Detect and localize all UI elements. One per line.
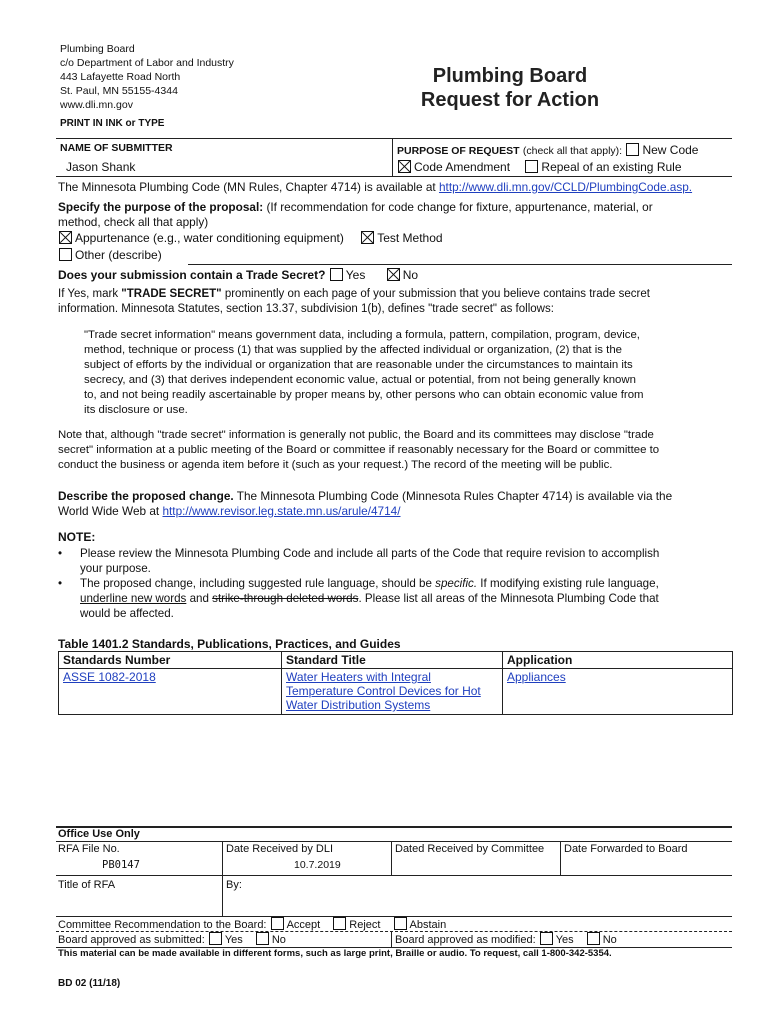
specify-text: (If recommendation for code change for fixture, appurtenance, material, or (266, 200, 653, 214)
specify-heading: Specify the purpose of the proposal: (58, 200, 264, 214)
note-line: Note that, although "trade secret" information is generally not public, the Board and its committees may disclose "trade (58, 429, 654, 441)
trade-secret-note (58, 428, 748, 473)
standards-table (58, 651, 733, 715)
approved-modified-row (395, 932, 617, 946)
col-header: Standards Number (59, 652, 282, 669)
note-heading: NOTE: (58, 530, 96, 544)
no-label: No (271, 934, 286, 946)
committee-rec-label: Committee Recommendation to the Board: (58, 919, 267, 931)
code-amendment-checkbox[interactable] (398, 160, 411, 173)
standard-title-line[interactable]: Water Heaters with Integral (286, 670, 431, 684)
divider (560, 841, 561, 875)
bullet-text: Please review the Minnesota Plumbing Code and include all parts of the Code that require revision to accomplish (80, 547, 660, 560)
plumbing-code-link[interactable]: http://www.dli.mn.gov/CCLD/PlumbingCode.asp. (438, 180, 693, 194)
by-label: By: (226, 879, 242, 891)
submitter-label: NAME OF SUBMITTER (60, 142, 173, 154)
approved-submitted-row (58, 932, 286, 946)
other-option-row (58, 248, 162, 262)
note-bullet-2 (58, 576, 748, 621)
bullet-text: your purpose. (80, 562, 151, 575)
divider (56, 138, 732, 139)
describe-heading: Describe the proposed change. (58, 489, 234, 503)
purpose-hint: (check all that apply): (522, 145, 623, 157)
standards-number-cell[interactable] (59, 669, 282, 715)
note-bullet-1 (58, 546, 748, 576)
rfa-file-label: RFA File No. (58, 843, 120, 855)
approved-modified-yes-checkbox[interactable] (540, 932, 553, 945)
trade-secret-yes-checkbox[interactable] (330, 268, 343, 281)
form-title (410, 64, 610, 112)
address-line: c/o Department of Labor and Industry (60, 57, 234, 69)
definition-line: subject of efforts by the individual or organization that are reasonable under the circumstances to maintain its (84, 359, 633, 371)
committee-date-label: Dated Received by Committee (395, 843, 545, 855)
rfa-title-label: Title of RFA (58, 879, 116, 891)
bullet-text: . Please list all areas of the Minnesota Plumbing Code that (358, 592, 659, 605)
address-line: Plumbing Board (60, 43, 135, 55)
standard-title-cell[interactable] (282, 669, 503, 715)
trade-secret-no-checkbox[interactable] (387, 268, 400, 281)
note-bullets (58, 546, 748, 621)
appurtenance-checkbox[interactable] (59, 231, 72, 244)
specify-options-row (58, 231, 443, 245)
yes-label: Yes (224, 934, 243, 946)
trade-secret-row (58, 268, 418, 282)
definition-line: to, and not being readily ascertainable by proper means by, other persons who can obtain economic value from (84, 389, 644, 401)
instruction-text: If Yes, mark (58, 288, 122, 300)
bullet-text: would be affected. (80, 607, 174, 620)
purpose-row-2 (397, 160, 682, 174)
abstain-checkbox[interactable] (394, 917, 407, 930)
submitter-name-field[interactable]: Jason Shank (66, 160, 136, 174)
divider (56, 176, 732, 177)
divider (222, 841, 223, 916)
note-line: secret" information at a public meeting of the Board or committee if reasonably necessary for the Board or committee to (58, 444, 660, 456)
other-label: Other (describe) (75, 248, 162, 262)
code-availability (58, 180, 692, 195)
new-code-checkbox[interactable] (626, 143, 639, 156)
table-caption: Table 1401.2 Standards, Publications, Practices, and Guides (58, 637, 401, 651)
test-method-label: Test Method (377, 231, 443, 245)
reject-checkbox[interactable] (333, 917, 346, 930)
table-row (59, 669, 733, 715)
code-availability-text: The Minnesota Plumbing Code (MN Rules, Chapter 4714) is available at (58, 180, 436, 194)
col-header: Standard Title (282, 652, 503, 669)
reject-label: Reject (349, 919, 381, 931)
divider (391, 841, 392, 875)
other-checkbox[interactable] (59, 248, 72, 261)
bullet-text: The proposed change, including suggested rule language, should be (80, 577, 436, 590)
approved-modified-no-checkbox[interactable] (587, 932, 600, 945)
bullet-text: If modifying existing rule language, (477, 577, 659, 590)
date-received-label: Date Received by DLI (226, 843, 333, 855)
approved-modified-label: Board approved as modified: (395, 934, 536, 946)
trade-secret-no-label: No (402, 268, 419, 282)
form-title-line2: Request for Action (420, 89, 600, 111)
no-label: No (602, 934, 617, 946)
test-method-checkbox[interactable] (361, 231, 374, 244)
committee-recommendation-row (58, 917, 446, 931)
trade-secret-question: Does your submission contain a Trade Secret? (58, 268, 326, 282)
trade-secret-yes-label: Yes (345, 268, 366, 282)
bullet-icon: • (58, 577, 63, 590)
specify-text-2: method, check all that apply) (58, 215, 209, 229)
standards-number[interactable]: ASSE 1082-2018 (63, 670, 156, 684)
accept-checkbox[interactable] (271, 917, 284, 930)
divider (391, 931, 392, 947)
instruction-text: information. Minnesota Statutes, section 13.37, subdivision 1(b), defines "trade secret" as follows: (58, 303, 554, 315)
standard-title-line[interactable]: Temperature Control Devices for Hot (286, 684, 481, 698)
other-describe-line (188, 264, 732, 265)
form-title-line1: Plumbing Board (432, 65, 588, 87)
describe-text-2: World Wide Web at (58, 504, 160, 518)
definition-line: "Trade secret information" means government data, including a formula, pattern, compilation, program, device, (84, 329, 640, 341)
new-code-label: New Code (642, 143, 699, 157)
office-use-heading: Office Use Only (58, 828, 140, 840)
purpose-label: PURPOSE OF REQUEST (397, 145, 520, 157)
application-value[interactable]: Appliances (507, 670, 566, 684)
address-line: www.dli.mn.gov (60, 99, 133, 111)
definition-line: its disclosure or use. (84, 404, 188, 416)
accept-label: Accept (286, 919, 321, 931)
print-note: PRINT IN INK or TYPE (60, 118, 165, 129)
specific-emphasis: specific. (435, 577, 478, 590)
revisor-link[interactable]: http://www.revisor.leg.state.mn.us/arule/4714/ (162, 504, 401, 518)
approved-submitted-yes-checkbox[interactable] (209, 932, 222, 945)
purpose-row-1 (397, 143, 698, 157)
divider (56, 875, 732, 876)
divider (56, 826, 732, 828)
address-line: St. Paul, MN 55155-4344 (60, 85, 178, 97)
trade-secret-instructions (58, 287, 748, 317)
approved-submitted-no-checkbox[interactable] (256, 932, 269, 945)
repeal-rule-checkbox[interactable] (525, 160, 538, 173)
describe-change (58, 489, 748, 519)
divider (56, 841, 732, 842)
forwarded-date-label: Date Forwarded to Board (564, 843, 688, 855)
repeal-rule-label: Repeal of an existing Rule (541, 160, 682, 174)
yes-label: Yes (555, 934, 574, 946)
bullet-icon: • (58, 547, 63, 560)
approved-submitted-label: Board approved as submitted: (58, 934, 205, 946)
agency-address (60, 42, 234, 112)
specify-purpose (58, 200, 738, 230)
form-code: BD 02 (11/18) (58, 978, 121, 989)
divider (392, 138, 393, 176)
rfa-file-field[interactable]: PB0147 (102, 859, 140, 871)
code-amendment-label: Code Amendment (414, 160, 511, 174)
standard-title-line[interactable]: Water Distribution Systems (286, 698, 431, 712)
bullet-text: and (186, 592, 213, 605)
describe-text: The Minnesota Plumbing Code (Minnesota Rules Chapter 4714) is available via the (236, 489, 673, 503)
instruction-text: prominently on each page of your submission that you believe contains trade secret (221, 288, 650, 300)
application-cell[interactable] (503, 669, 733, 715)
trade-secret-definition (84, 328, 734, 418)
table-header-row (59, 652, 733, 669)
col-header: Application (503, 652, 733, 669)
underline-example: underline new words (80, 592, 187, 605)
strikethrough-example: strike-through deleted words (212, 592, 359, 605)
trade-secret-mark: "TRADE SECRET" (121, 288, 222, 300)
date-received-field[interactable]: 10.7.2019 (294, 859, 341, 871)
address-line: 443 Lafayette Road North (60, 71, 181, 83)
abstain-label: Abstain (409, 919, 447, 931)
note-line: conduct the business or agenda item before it (such as your request.) The record of the meeting will be public. (58, 459, 613, 471)
definition-line: method, technique or process (1) that was supplied by the affected individual or organization, (2) that is the (84, 344, 622, 356)
definition-line: secrecy, and (3) that derives independent economic value, actual or potential, from not being generally known (84, 374, 636, 386)
alternate-formats-note: This material can be made available in different forms, such as large print, Braille or audio. To request, call 1-800-342-5354. (58, 948, 612, 959)
appurtenance-label: Appurtenance (e.g., water conditioning equipment) (75, 231, 344, 245)
